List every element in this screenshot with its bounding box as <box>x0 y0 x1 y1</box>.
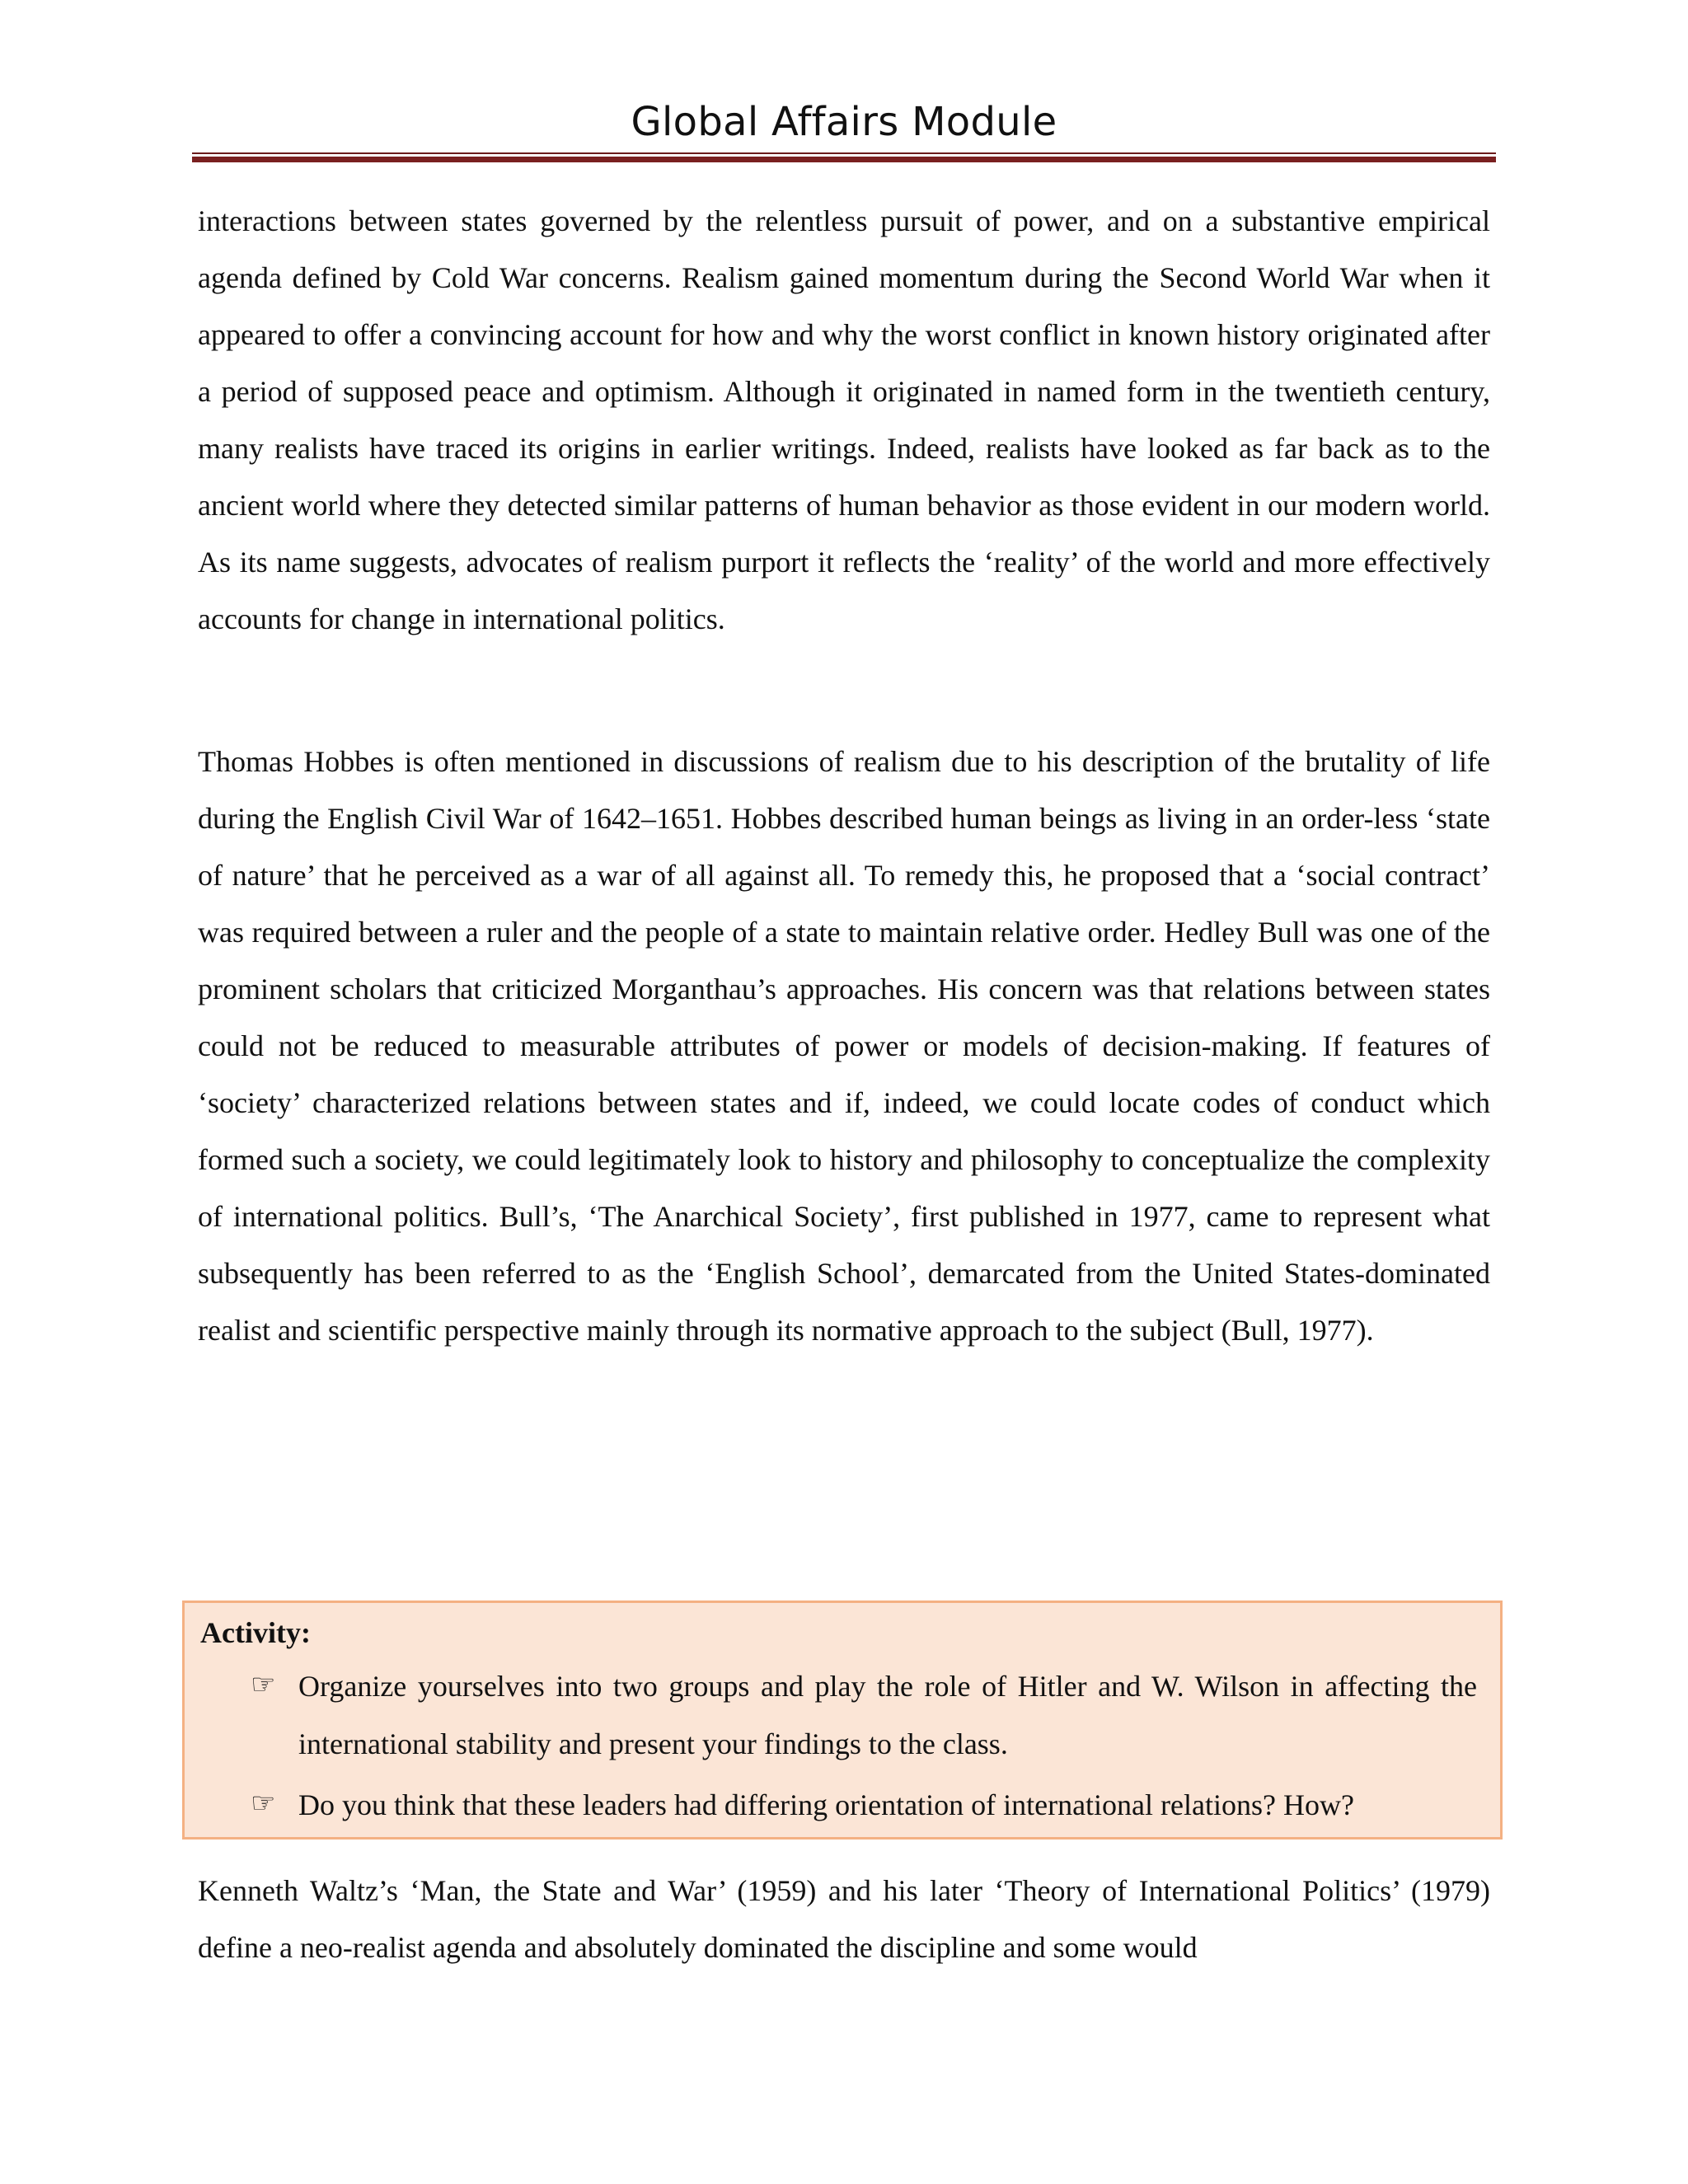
activity-item <box>251 1776 1477 1834</box>
pointing-hand-icon: ☞ <box>251 1787 276 1820</box>
body-paragraph-1 <box>198 193 1490 648</box>
pointing-hand-icon: ☞ <box>251 1668 276 1701</box>
paragraph-text: Kenneth Waltz’s ‘Man, the State and War’ (1959) and his later ‘Theory of International Politics’ (1979) define a neo-realist agenda and absolutely dominated the discipline and some would <box>198 1874 1490 1964</box>
paragraph-text: interactions between states governed by the relentless pursuit of power, and on a substantive empirical agenda defined by Cold War concerns. Realism gained momentum during the Second World War when it appeared to offer a convincing account for how and why the worst conflict in known history originated after a period of supposed peace and optimism. Although it originated in named form in the twentieth century, many realists have traced its origins in earlier writings. Indeed, realists have looked as far back as to the ancient world where they detected similar patterns of human behavior as those evident in our modern world. As its name suggests, advocates of realism purport it reflects the ‘reality’ of the world and more effectively accounts for change in international politics. <box>198 204 1490 635</box>
body-paragraph-3 <box>198 1863 1490 1976</box>
paragraph-text: Thomas Hobbes is often mentioned in discussions of realism due to his description of the brutality of life during the English Civil War of 1642–1651. Hobbes described human beings as living in an order-less ‘state of nature’ that he perceived as a war of all against all. To remedy this, he proposed that a ‘social contract’ was required between a ruler and the people of a state to maintain relative order. Hedley Bull was one of the prominent scholars that criticized Morganthau’s approaches. His concern was that relations between states could not be reduced to measurable attributes of power or models of decision-making. If features of ‘society’ characterized relations between states and if, indeed, we could locate codes of conduct which formed such a society, we could legitimately look to history and philosophy to conceptualize the complexity of international politics. Bull’s, ‘The Anarchical Society’, first published in 1977, came to represent what subsequently has been referred to as the ‘English School’, demarcated from the United States-dominated realist and scientific perspective mainly through its normative approach to the subject (Bull, 1977). <box>198 745 1490 1347</box>
activity-item <box>251 1657 1477 1773</box>
activity-item-text: Organize yourselves into two groups and play the role of Hitler and W. Wilson in affecting the international stability and present your findings to the class. <box>298 1670 1477 1760</box>
header-rule-thin <box>192 152 1496 154</box>
activity-list <box>251 1657 1477 1834</box>
header-rule-thick <box>192 157 1496 162</box>
activity-box <box>182 1601 1503 1840</box>
activity-item-text: Do you think that these leaders had differing orientation of international relations? How? <box>298 1788 1354 1821</box>
page-title: Global Affairs Module <box>631 99 1057 145</box>
page-header <box>192 97 1496 163</box>
activity-title: Activity: <box>200 1616 311 1649</box>
body-paragraph-2 <box>198 733 1490 1359</box>
